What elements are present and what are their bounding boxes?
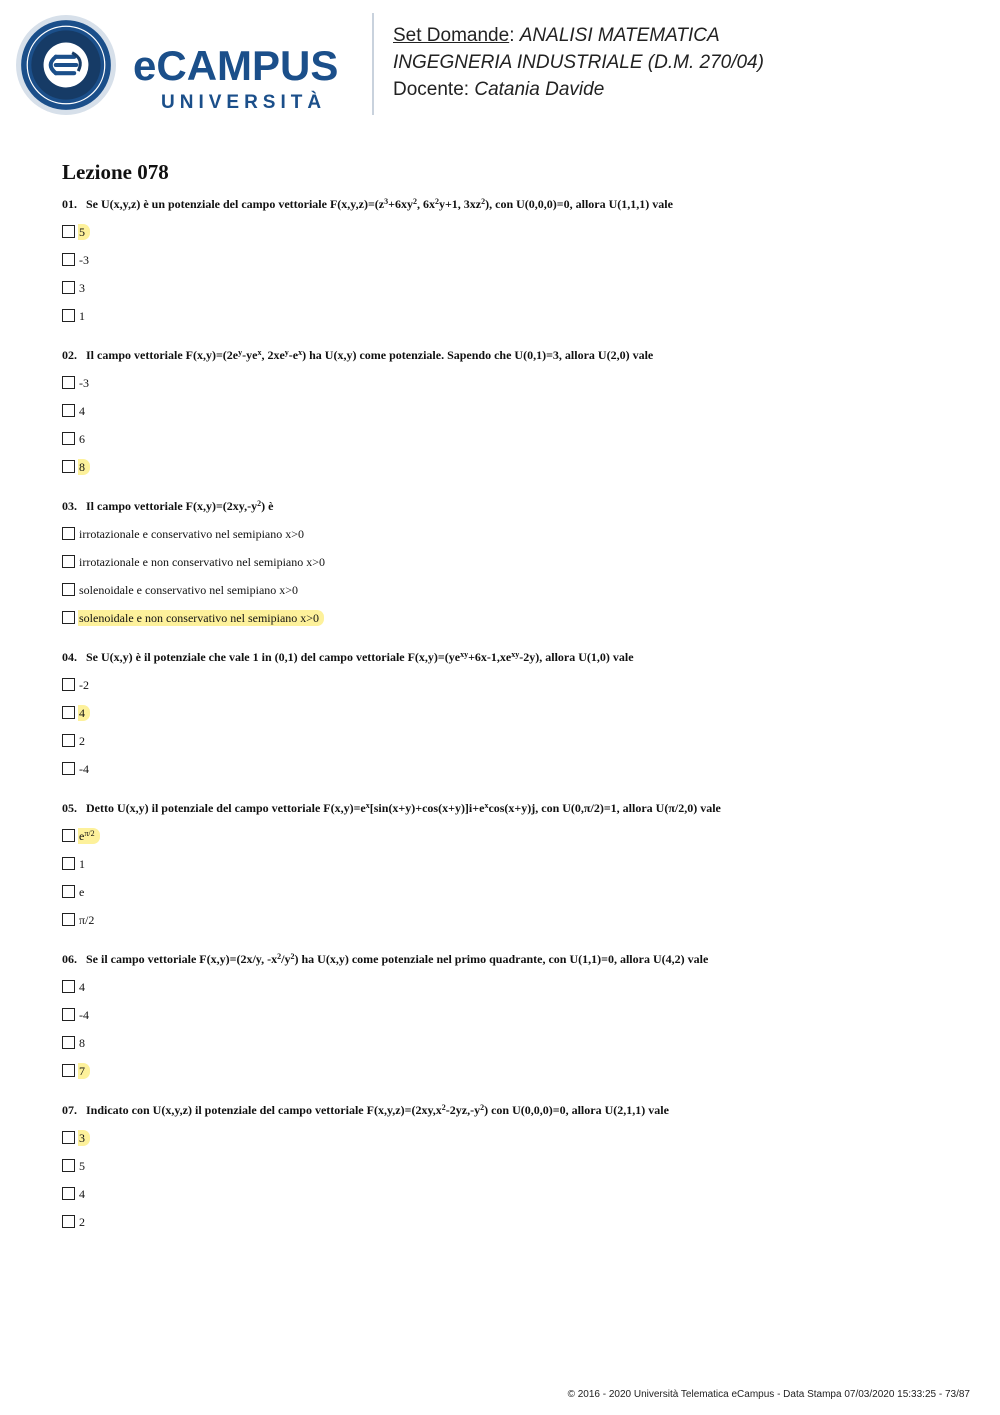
answer-text-highlighted: 7 — [78, 1063, 90, 1079]
question-text: Se il campo vettoriale F(x,y)=(2x/y, -x — [86, 952, 278, 966]
question-6 — [62, 952, 708, 967]
teacher-name: Catania Davide — [474, 79, 605, 100]
question-1 — [62, 197, 673, 212]
teacher-label: Docente — [393, 79, 464, 100]
answer-checkbox[interactable] — [62, 611, 75, 624]
answer-base: e — [79, 828, 85, 843]
question-text: ), con U(0,0,0)=0, allora U(1,1,1) vale — [485, 197, 673, 211]
answer-checkbox[interactable] — [62, 885, 75, 898]
question-2 — [62, 348, 653, 363]
answer-text: 8 — [79, 1035, 85, 1050]
question-text-superscript: xy — [460, 650, 469, 659]
answer-option[interactable] — [62, 827, 100, 844]
answer-checkbox[interactable] — [62, 1215, 75, 1228]
answer-text: 4 — [79, 1186, 85, 1201]
answer-text: 1 — [79, 856, 85, 871]
question-text: -2y), allora U(1,0) vale — [519, 650, 634, 664]
answer-option[interactable] — [62, 581, 300, 598]
answer-text: -3 — [79, 252, 89, 267]
answer-checkbox[interactable] — [62, 432, 75, 445]
answer-text: π/2 — [79, 912, 95, 927]
answer-option[interactable] — [62, 279, 87, 296]
question-3 — [62, 499, 273, 514]
answer-exponent: π/2 — [84, 828, 95, 838]
question-text-superscript: 2 — [481, 197, 486, 206]
answer-checkbox[interactable] — [62, 281, 75, 294]
answer-option[interactable] — [62, 1006, 91, 1023]
answer-option[interactable] — [62, 883, 86, 900]
answer-option[interactable] — [62, 1185, 87, 1202]
answer-text: 2 — [79, 733, 85, 748]
question-text-superscript: y — [238, 348, 243, 357]
answer-option[interactable] — [62, 402, 87, 419]
answer-option[interactable] — [62, 609, 324, 626]
question-7 — [62, 1103, 669, 1118]
answer-option[interactable] — [62, 704, 90, 721]
answer-option[interactable] — [62, 1062, 90, 1079]
question-number: 01. — [62, 197, 77, 211]
question-number: 06. — [62, 952, 77, 966]
question-text: Se U(x,y,z) è un potenziale del campo vettoriale F(x,y,z)=(z — [86, 197, 385, 211]
answer-checkbox[interactable] — [62, 225, 75, 238]
question-number: 05. — [62, 801, 77, 815]
answer-text: -3 — [79, 375, 89, 390]
answer-option[interactable] — [62, 430, 87, 447]
answer-checkbox[interactable] — [62, 376, 75, 389]
question-text: -2yz,-y — [445, 1103, 481, 1117]
question-text: , 6x — [416, 197, 435, 211]
page-footer: © 2016 - 2020 Università Telematica eCampus - Data Stampa 07/03/2020 15:33:25 - 73/87 — [567, 1389, 970, 1400]
question-text: +6x-1,xe — [468, 650, 512, 664]
answer-option[interactable] — [62, 732, 87, 749]
ecampus-wordmark — [133, 42, 358, 114]
answer-checkbox[interactable] — [62, 1064, 75, 1077]
answer-text-highlighted — [78, 828, 100, 844]
answer-checkbox[interactable] — [62, 857, 75, 870]
answer-option[interactable] — [62, 307, 87, 324]
question-text-superscript: x — [257, 348, 262, 357]
question-text: Se U(x,y) è il potenziale che vale 1 in (0,1) del campo vettoriale F(x,y)=(ye — [86, 650, 461, 664]
answer-checkbox[interactable] — [62, 1131, 75, 1144]
answer-text: 5 — [79, 1158, 85, 1173]
answer-checkbox[interactable] — [62, 460, 75, 473]
question-number: 03. — [62, 499, 77, 513]
answer-option[interactable] — [62, 458, 90, 475]
answer-checkbox[interactable] — [62, 980, 75, 993]
question-text: [sin(x+y)+cos(x+y)]i+e — [369, 801, 485, 815]
answer-checkbox[interactable] — [62, 706, 75, 719]
page-header — [0, 0, 1000, 130]
question-text-superscript: 2 — [257, 499, 262, 508]
answer-option[interactable] — [62, 251, 91, 268]
question-text-superscript: xy — [511, 650, 520, 659]
answer-text-highlighted: 4 — [78, 705, 90, 721]
answer-checkbox[interactable] — [62, 762, 75, 775]
answer-option[interactable] — [62, 855, 87, 872]
answer-text: 1 — [79, 308, 85, 323]
answer-option[interactable] — [62, 1157, 87, 1174]
question-text-superscript: 3 — [384, 197, 389, 206]
answer-checkbox[interactable] — [62, 583, 75, 596]
lesson-title: Lezione 078 — [62, 160, 169, 184]
question-text-superscript: x — [484, 801, 489, 810]
question-text: -e — [288, 348, 299, 362]
header-divider — [372, 13, 374, 115]
answer-option[interactable] — [62, 1034, 87, 1051]
answer-checkbox[interactable] — [62, 829, 75, 842]
question-text-superscript: y — [284, 348, 289, 357]
question-text-superscript: x — [298, 348, 303, 357]
answer-option[interactable] — [62, 223, 90, 240]
question-text: ) ha U(x,y) come potenziale. Sapendo che U(0,1)=3, allora U(2,0) vale — [302, 348, 654, 362]
question-text: /y — [281, 952, 291, 966]
answer-text-highlighted: 5 — [78, 224, 90, 240]
answer-option[interactable] — [62, 911, 96, 928]
answer-option[interactable] — [62, 1213, 87, 1230]
answer-checkbox[interactable] — [62, 555, 75, 568]
answer-text: -2 — [79, 677, 89, 692]
question-text: cos(x+y)j, con U(0,π/2)=1, allora U(π/2,0) vale — [488, 801, 721, 815]
question-text: ) ha U(x,y) come potenziale nel primo quadrante, con U(1,1)=0, allora U(4,2) vale — [294, 952, 709, 966]
question-text: Il campo vettoriale F(x,y)=(2e — [86, 348, 239, 362]
answer-checkbox[interactable] — [62, 1159, 75, 1172]
answer-checkbox[interactable] — [62, 913, 75, 926]
answer-text: irrotazionale e non conservativo nel semipiano x>0 — [79, 554, 326, 569]
question-text: Detto U(x,y) il potenziale del campo vettoriale F(x,y)=e — [86, 801, 366, 815]
question-number: 02. — [62, 348, 77, 362]
answer-text: 4 — [79, 979, 85, 994]
answer-text: 2 — [79, 1214, 85, 1229]
answer-option[interactable] — [62, 374, 91, 391]
answer-text: 4 — [79, 403, 85, 418]
answer-checkbox[interactable] — [62, 1008, 75, 1021]
answer-checkbox[interactable] — [62, 678, 75, 691]
question-number: 04. — [62, 650, 77, 664]
answer-checkbox[interactable] — [62, 1036, 75, 1049]
answer-text-highlighted: 8 — [78, 459, 90, 475]
course-name: ANALISI MATEMATICA — [519, 25, 720, 46]
course-info — [393, 22, 764, 103]
answer-option[interactable] — [62, 676, 91, 693]
set-line — [393, 22, 764, 49]
question-text: -ye — [242, 348, 258, 362]
answer-text: -4 — [79, 761, 89, 776]
answer-checkbox[interactable] — [62, 253, 75, 266]
question-text-superscript: 2 — [412, 197, 417, 206]
answer-text: 3 — [79, 280, 85, 295]
question-text-superscript: 2 — [480, 1103, 485, 1112]
question-text: y+1, 3xz — [438, 197, 482, 211]
answer-checkbox[interactable] — [62, 1187, 75, 1200]
answer-text: e — [79, 884, 85, 899]
logo-subtitle-text: UNIVERSITÀ — [161, 92, 327, 113]
question-5 — [62, 801, 721, 816]
set-separator: : — [509, 25, 520, 46]
answer-text: solenoidale e conservativo nel semipiano x>0 — [79, 582, 299, 597]
set-label: Set Domande — [393, 25, 510, 46]
question-text-superscript: 2 — [277, 952, 282, 961]
question-text: , 2xe — [261, 348, 285, 362]
answer-option[interactable] — [62, 525, 306, 542]
question-text-superscript: 2 — [290, 952, 295, 961]
answer-text-highlighted: 3 — [78, 1130, 90, 1146]
ecampus-seal-logo-icon — [15, 14, 117, 116]
answer-option[interactable] — [62, 553, 327, 570]
question-text-superscript: 2 — [434, 197, 439, 206]
answer-checkbox[interactable] — [62, 527, 75, 540]
logo-wordmark-text: eCAMPUS — [133, 42, 339, 89]
question-text: Il campo vettoriale F(x,y)=(2xy,-y — [86, 499, 258, 513]
question-text: ) è — [261, 499, 274, 513]
answer-checkbox[interactable] — [62, 404, 75, 417]
teacher-separator: : — [463, 79, 475, 100]
question-text: ) con U(0,0,0)=0, allora U(2,1,1) vale — [484, 1103, 669, 1117]
question-text-superscript: 2 — [441, 1103, 446, 1112]
answer-option[interactable] — [62, 1129, 90, 1146]
question-text: +6xy — [388, 197, 413, 211]
question-text-superscript: x — [365, 801, 370, 810]
answer-option[interactable] — [62, 760, 91, 777]
answer-checkbox[interactable] — [62, 734, 75, 747]
question-4 — [62, 650, 634, 665]
answer-text-highlighted: solenoidale e non conservativo nel semipiano x>0 — [78, 610, 324, 626]
question-number: 07. — [62, 1103, 77, 1117]
answer-checkbox[interactable] — [62, 309, 75, 322]
question-text: Indicato con U(x,y,z) il potenziale del campo vettoriale F(x,y,z)=(2xy,x — [86, 1103, 442, 1117]
answer-text: -4 — [79, 1007, 89, 1022]
course-degree: INGEGNERIA INDUSTRIALE (D.M. 270/04) — [393, 52, 764, 73]
teacher-line — [393, 76, 764, 103]
answer-text: 6 — [79, 431, 85, 446]
answer-option[interactable] — [62, 978, 87, 995]
answer-text: irrotazionale e conservativo nel semipiano x>0 — [79, 526, 305, 541]
